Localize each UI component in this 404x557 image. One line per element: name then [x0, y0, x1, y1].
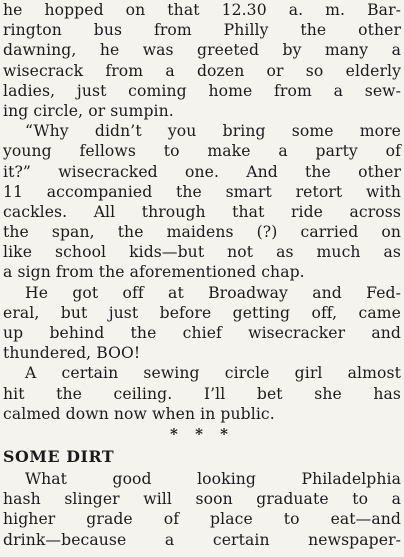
text-line: thundered, BOO!: [3, 344, 141, 363]
text-line: ladies, just coming home from a sew-: [3, 81, 401, 100]
text-line: wisecrack from a dozen or so elderly: [3, 61, 401, 80]
text-line: 11 accompanied the smart retort with: [3, 182, 401, 201]
text-line: calmed down now when in public.: [3, 404, 275, 423]
text-line: higher grade of place to eat—and: [3, 510, 401, 529]
article-column: [3, 0, 401, 550]
text-line: dawning, he was greeted by many a: [3, 41, 401, 60]
text-line: He got off at Broadway and Fed-: [25, 283, 401, 302]
text-line: like school kids—but not as much as: [3, 243, 401, 262]
text-line: it?” wisecracked one. And the other: [3, 162, 401, 181]
paragraph-1: [3, 0, 401, 121]
paragraph-3: [3, 283, 401, 364]
text-line: a sign from the aforementioned chap.: [3, 263, 305, 282]
text-line: he hopped on that 12.30 a. m. Bar-: [3, 1, 401, 19]
text-line: hit the ceiling. I’ll bet she has: [3, 384, 401, 403]
text-line: ing circle, or sumpin.: [3, 101, 174, 120]
text-line: up behind the chief wisecracker and: [3, 324, 401, 342]
text-line: cackles. All through that ride across: [3, 202, 401, 221]
text-line: What good looking Philadelphia: [25, 469, 401, 488]
text-line: hash slinger will soon graduate to a: [3, 490, 401, 509]
text-line: “Why didn’t you bring some more: [25, 122, 401, 141]
paragraph-2: [3, 121, 401, 283]
text-line: young fellows to make a party of: [3, 142, 401, 161]
text-line: A certain sewing circle girl almost: [25, 364, 401, 383]
text-line: rington bus from Philly the other: [3, 21, 401, 40]
section-separator: * * *: [170, 424, 234, 443]
section-heading: SOME DIRT: [3, 446, 115, 466]
text-line: drink—because a certain newspaper-: [3, 530, 401, 549]
paragraph-5: [3, 469, 401, 550]
paragraph-4: [3, 363, 401, 424]
text-line: the span, the maidens (?) carried on: [3, 223, 401, 242]
text-line: eral, but just before getting off, came: [3, 303, 401, 322]
